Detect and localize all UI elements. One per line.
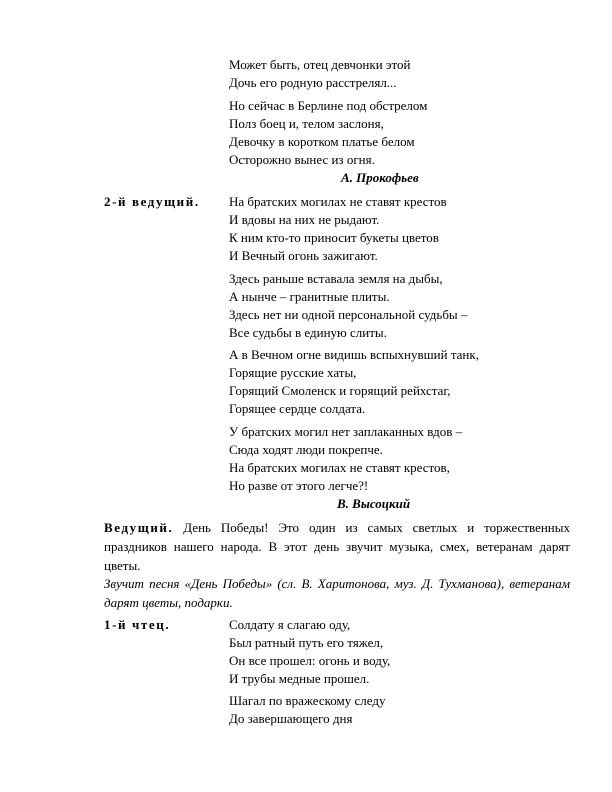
poem-line: К ним кто-то приносит букеты цветов: [229, 230, 439, 245]
speaker-label: 1-й чтец.: [104, 617, 171, 632]
prose-paragraph: [104, 518, 570, 575]
poem-line: И вдовы на них не рыдают.: [229, 212, 380, 227]
poem-line: Но разве от этого легче?!: [229, 478, 369, 493]
poem-line: У братских могил нет заплаканных вдов –: [229, 424, 463, 439]
poem-line: А в Вечном огне видишь вспыхнувший танк,: [229, 347, 479, 362]
poem-line: И Вечный огонь зажигают.: [229, 248, 378, 263]
poem-line: Горящее сердце солдата.: [229, 401, 366, 416]
poem-line: Шагал по вражескому следу: [229, 693, 386, 708]
poem-line: Солдату я слагаю оду,: [229, 617, 351, 632]
poem-line: И трубы медные прошел.: [229, 671, 370, 686]
speaker-label: 2-й ведущий.: [104, 194, 200, 209]
poem-line: До завершающего дня: [229, 711, 353, 726]
poem-line: Был ратный путь его тяжел,: [229, 635, 384, 650]
poem-line: Здесь нет ни одной персональной судьбы –: [229, 307, 468, 322]
poem-line: Девочку в коротком платье белом: [229, 134, 415, 149]
poem-line: На братских могилах не ставят крестов: [229, 194, 447, 209]
prose-text: День Победы! Это один из самых светлых и торжественных праздников нашего народа. В этот день звучит музыка, смех, ветеранам дарят цветы.: [104, 520, 570, 573]
poem-line: На братских могилах не ставят крестов,: [229, 460, 450, 475]
poem-line: Он все прошел: огонь и воду,: [229, 653, 391, 668]
poem-line: Здесь раньше вставала земля на дыбы,: [229, 271, 443, 286]
poem-line: Но сейчас в Берлине под обстрелом: [229, 98, 428, 113]
author-signature: А. Прокофьев: [341, 170, 419, 185]
poem-line: Сюда ходят люди покрепче.: [229, 442, 383, 457]
poem-line: Горящий Смоленск и горящий рейхстаг,: [229, 383, 451, 398]
poem-line: Горящие русские хаты,: [229, 365, 357, 380]
poem-line: Дочь его родную расстрелял...: [229, 75, 397, 90]
poem-line: Полз боец и, телом заслоня,: [229, 116, 384, 131]
poem-line: Все судьбы в единую слиты.: [229, 325, 387, 340]
author-signature: В. Высоцкий: [337, 496, 411, 511]
poem-line: А нынче – гранитные плиты.: [229, 289, 390, 304]
poem-line: Осторожно вынес из огня.: [229, 152, 375, 167]
poem-line: Может быть, отец девчонки этой: [229, 57, 411, 72]
speaker-label: Ведущий.: [104, 520, 174, 535]
stage-direction: Звучит песня «День Победы» (сл. В. Харитонова, муз. Д. Тухманова), ветеранам дарят цветы, подарки.: [104, 576, 570, 610]
